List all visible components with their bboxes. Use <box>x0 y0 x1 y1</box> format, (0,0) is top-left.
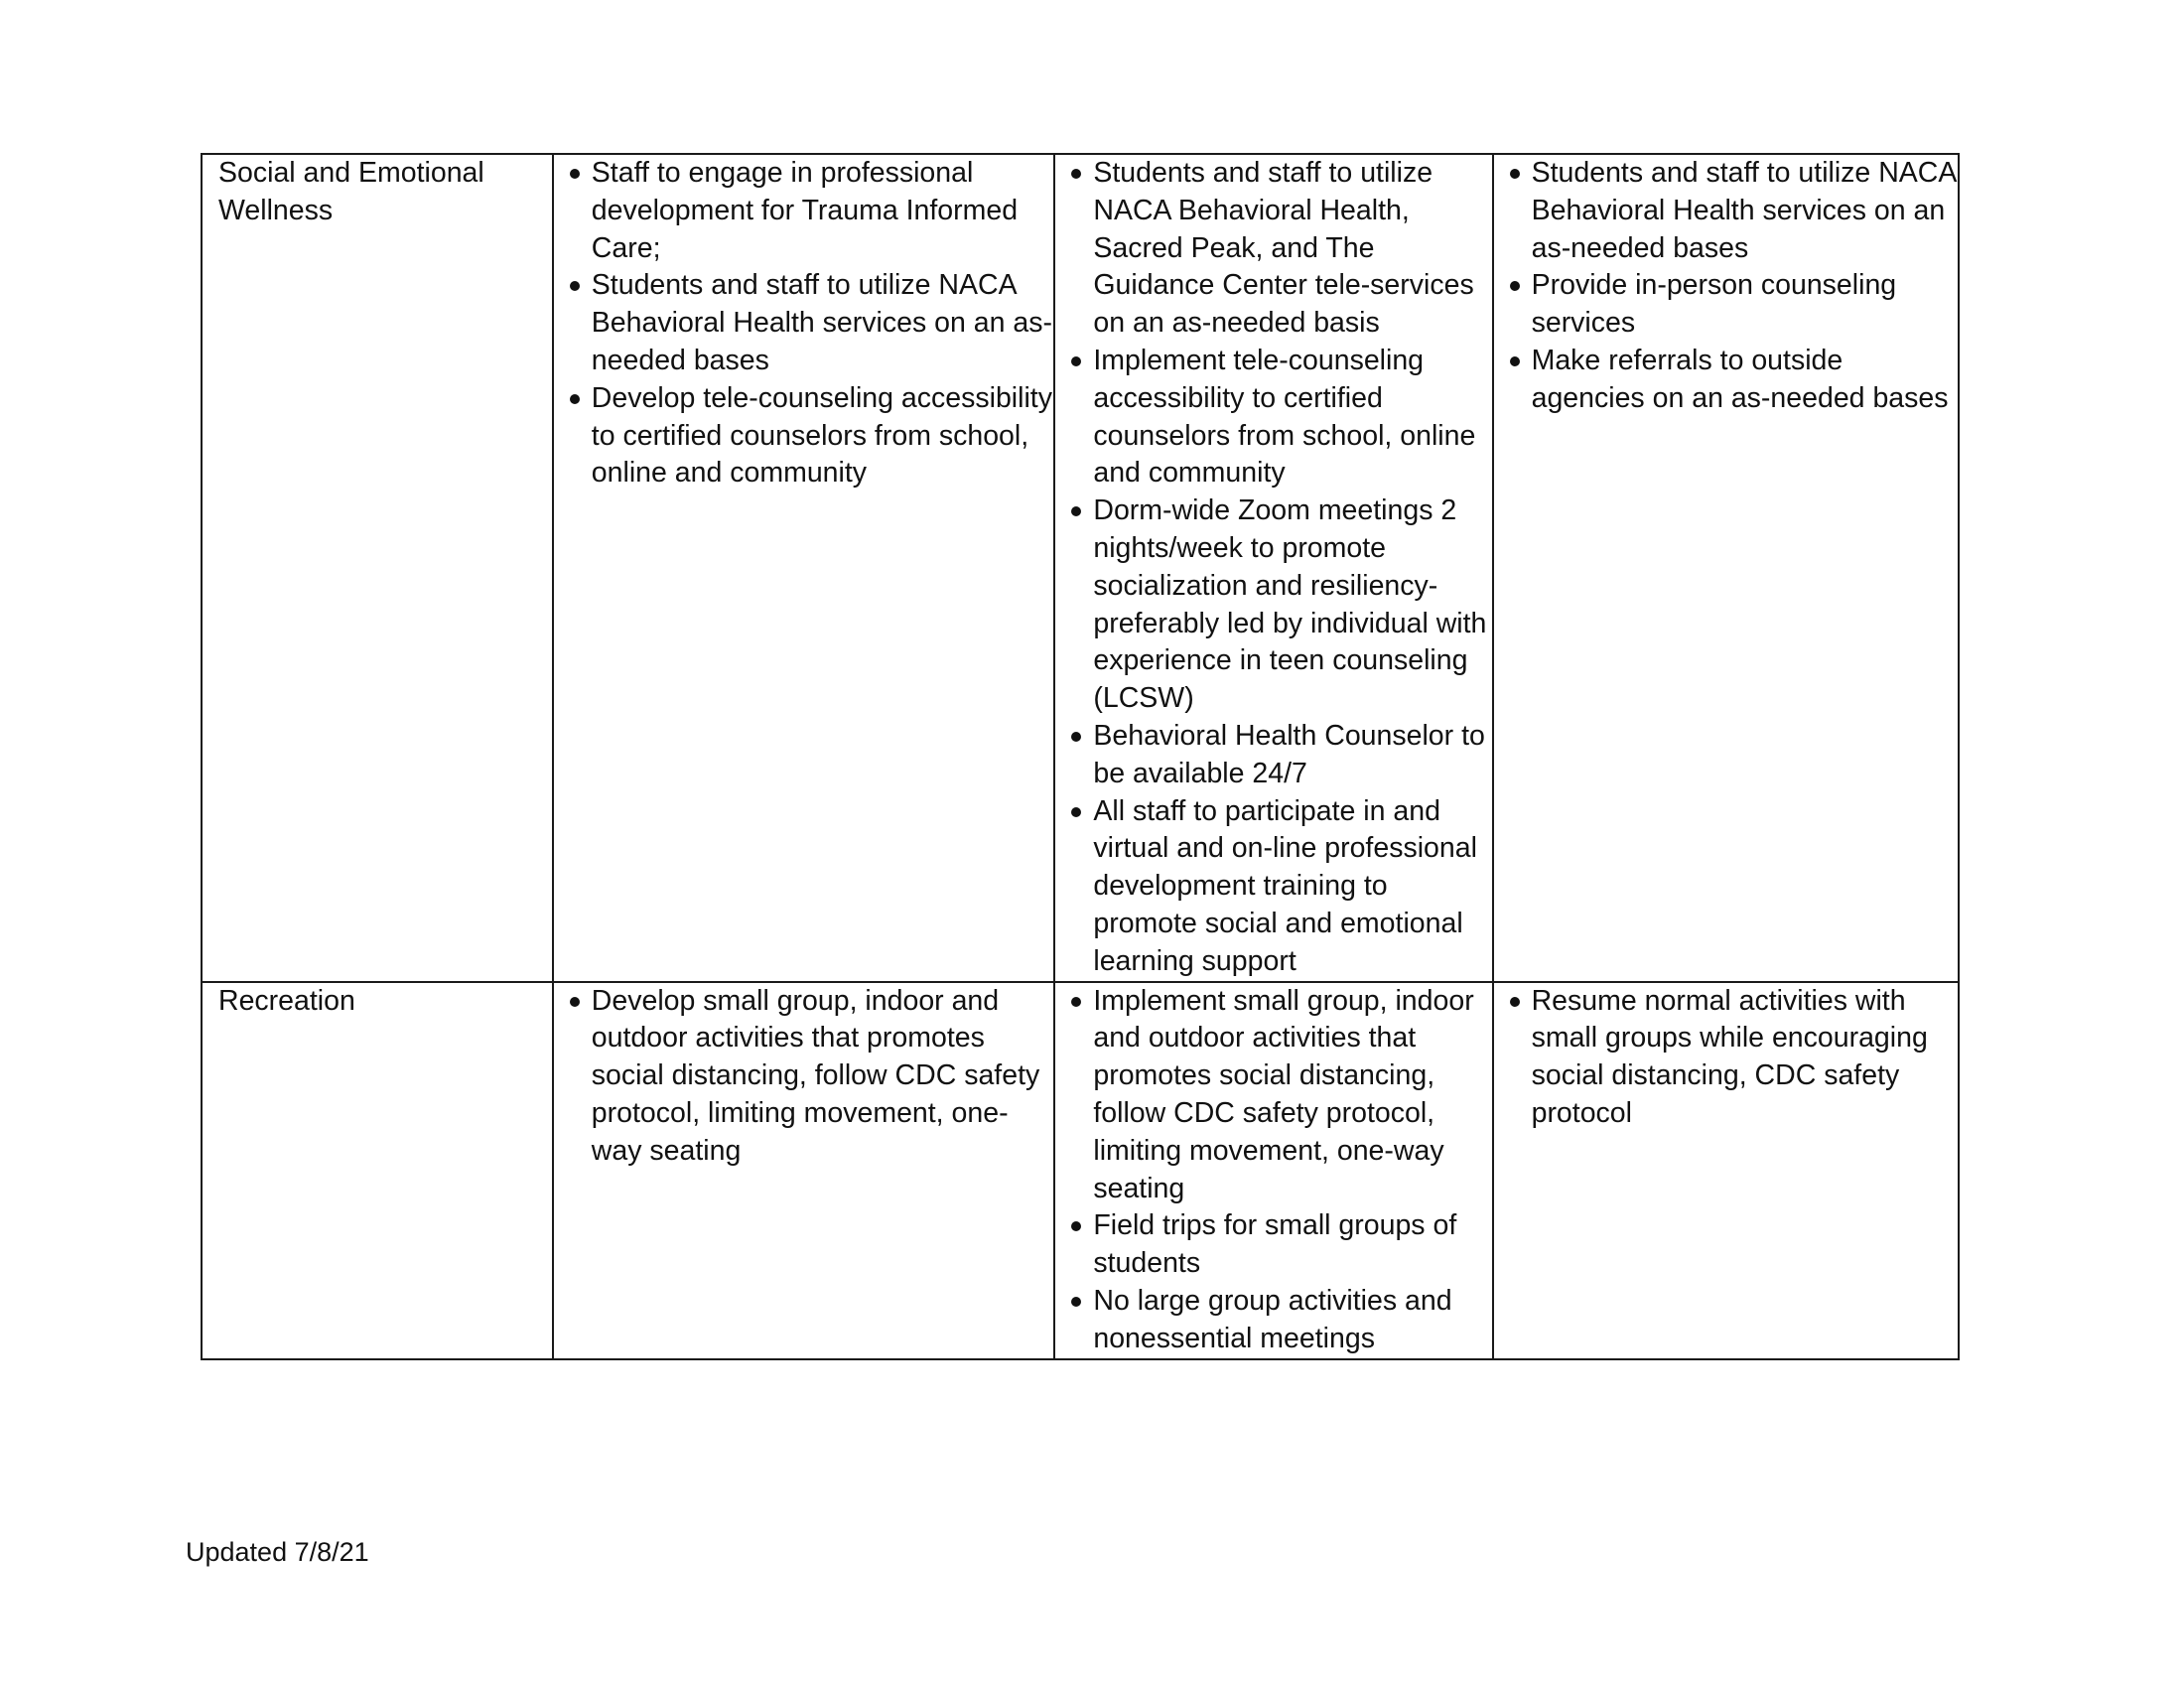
phase-cell-2 <box>1054 982 1492 1359</box>
bullet-list <box>1069 155 1491 981</box>
category-cell <box>202 982 553 1359</box>
phase-cell-1 <box>553 982 1055 1359</box>
plan-table <box>201 153 1960 1360</box>
list-item: Staff to engage in professional development for Trauma Informed Care; <box>568 155 1054 267</box>
phase-cell-2 <box>1054 154 1492 982</box>
list-item: Develop tele-counseling accessibility to certified counselors from school, online and community <box>568 380 1054 492</box>
bullet-list <box>1069 983 1491 1358</box>
phase-cell-3 <box>1493 982 1959 1359</box>
list-item: Implement small group, indoor and outdoor activities that promotes social distancing, follow CDC safety protocol, limiting movement, one-way seating <box>1069 983 1491 1208</box>
table-row-social-emotional-wellness <box>202 154 1959 982</box>
list-item: Dorm-wide Zoom meetings 2 nights/week to promote socialization and resiliency-preferably led by individual with experience in teen counseling (LCSW) <box>1069 492 1491 718</box>
list-item: Develop small group, indoor and outdoor activities that promotes social distancing, follow CDC safety protocol, limiting movement, one-way seating <box>568 983 1054 1171</box>
list-item: Students and staff to utilize NACA Behavioral Health services on an as-needed bases <box>1508 155 1958 267</box>
list-item: All staff to participate in and virtual and on-line professional development training to promote social and emotional learning support <box>1069 793 1491 981</box>
bullet-list <box>568 155 1054 492</box>
category-cell <box>202 154 553 982</box>
phase-cell-3 <box>1493 154 1959 982</box>
list-item: Behavioral Health Counselor to be available 24/7 <box>1069 718 1491 793</box>
category-label: Recreation <box>218 984 355 1017</box>
list-item: Implement tele-counseling accessibility to certified counselors from school, online and community <box>1069 343 1491 492</box>
list-item: Students and staff to utilize NACA Behavioral Health services on an as-needed bases <box>568 267 1054 379</box>
phase-cell-1 <box>553 154 1055 982</box>
list-item: Provide in-person counseling services <box>1508 267 1958 343</box>
list-item: Resume normal activities with small groups while encouraging social distancing, CDC safety protocol <box>1508 983 1958 1133</box>
bullet-list <box>1508 983 1958 1133</box>
bullet-list <box>568 983 1054 1171</box>
list-item: No large group activities and nonessential meetings <box>1069 1283 1491 1358</box>
list-item: Make referrals to outside agencies on an as-needed bases <box>1508 343 1958 418</box>
bullet-list <box>1508 155 1958 418</box>
category-label: Social and Emotional Wellness <box>218 157 484 226</box>
updated-date: Updated 7/8/21 <box>186 1537 369 1567</box>
list-item: Students and staff to utilize NACA Behavioral Health, Sacred Peak, and The Guidance Center tele-services on an as-needed basis <box>1069 155 1491 343</box>
list-item: Field trips for small groups of students <box>1069 1207 1491 1283</box>
table-row-recreation <box>202 982 1959 1359</box>
